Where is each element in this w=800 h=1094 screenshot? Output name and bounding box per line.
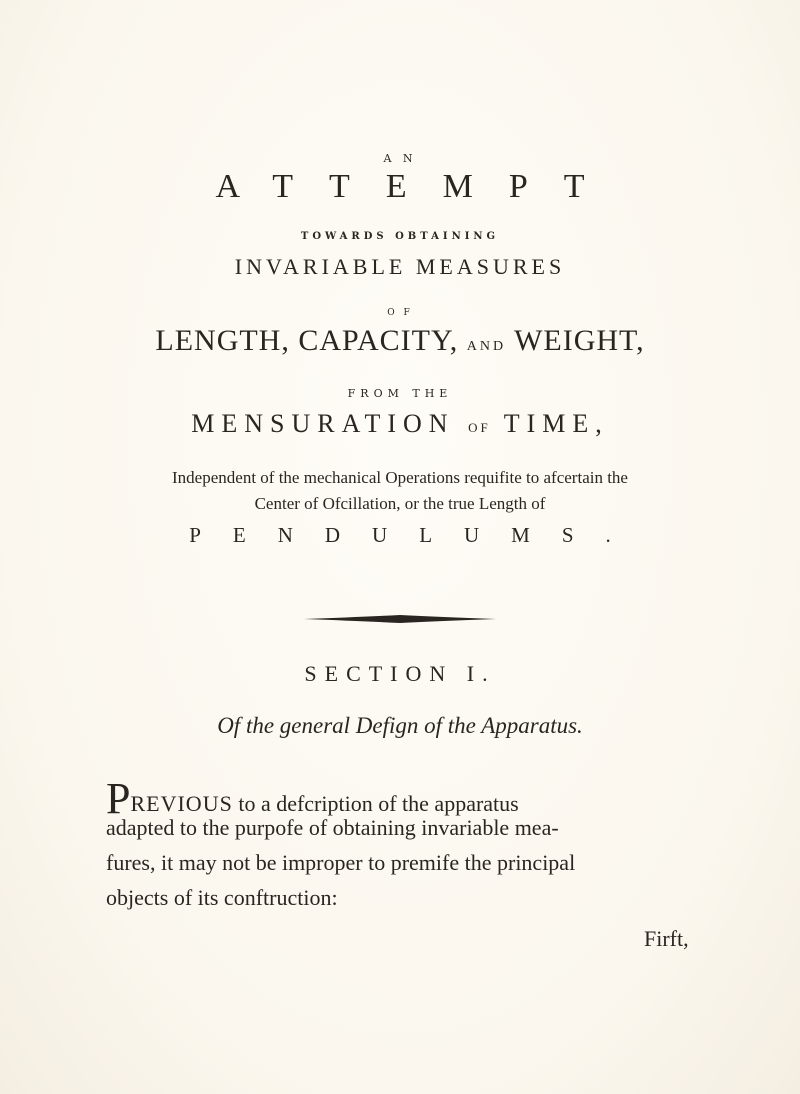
paragraph-caps: REVIOUS bbox=[130, 791, 233, 816]
title-time: TIME, bbox=[503, 409, 609, 438]
drop-cap: P bbox=[106, 774, 131, 823]
section-heading: SECTION I. bbox=[304, 661, 496, 686]
title-of-small: OF bbox=[468, 420, 491, 435]
title-mensuration: MENSURATION bbox=[191, 409, 455, 438]
title-weight: WEIGHT, bbox=[514, 324, 645, 357]
paragraph-line-1-rest: to a defcription of the apparatus bbox=[238, 791, 519, 816]
title-invariable-measures: INVARIABLE MEASURES bbox=[234, 254, 566, 279]
title-length-capacity: LENGTH, CAPACITY, bbox=[155, 324, 459, 357]
ornamental-rule bbox=[300, 612, 500, 626]
paragraph-line-4: objects of its conftruction: bbox=[106, 885, 338, 910]
title-subtext-line-1: Independent of the mechanical Operations requifite to afcertain the bbox=[172, 468, 628, 487]
paragraph-line-2: adapted to the purpofe of obtaining invariable mea- bbox=[106, 815, 559, 840]
catchword: Firft, bbox=[644, 926, 689, 951]
title-of: O F bbox=[387, 308, 413, 318]
title-an: A N bbox=[383, 152, 417, 165]
section-subtitle: Of the general Defign of the Apparatus. bbox=[217, 713, 583, 738]
title-towards-obtaining: TOWARDS OBTAINING bbox=[300, 231, 500, 242]
title-attempt: ATTEMPT bbox=[215, 168, 621, 205]
title-subtext-line-2: Center of Ofcillation, or the true Length of bbox=[254, 494, 546, 513]
title-mensuration-of-time bbox=[0, 409, 800, 439]
title-and: AND bbox=[466, 339, 507, 354]
title-from-the: FROM THE bbox=[347, 387, 453, 400]
title-length-capacity-weight bbox=[0, 324, 800, 358]
paragraph-line-3: fures, it may not be improper to premife the principal bbox=[106, 850, 576, 875]
title-pendulums: PENDULUMS. bbox=[189, 523, 643, 547]
